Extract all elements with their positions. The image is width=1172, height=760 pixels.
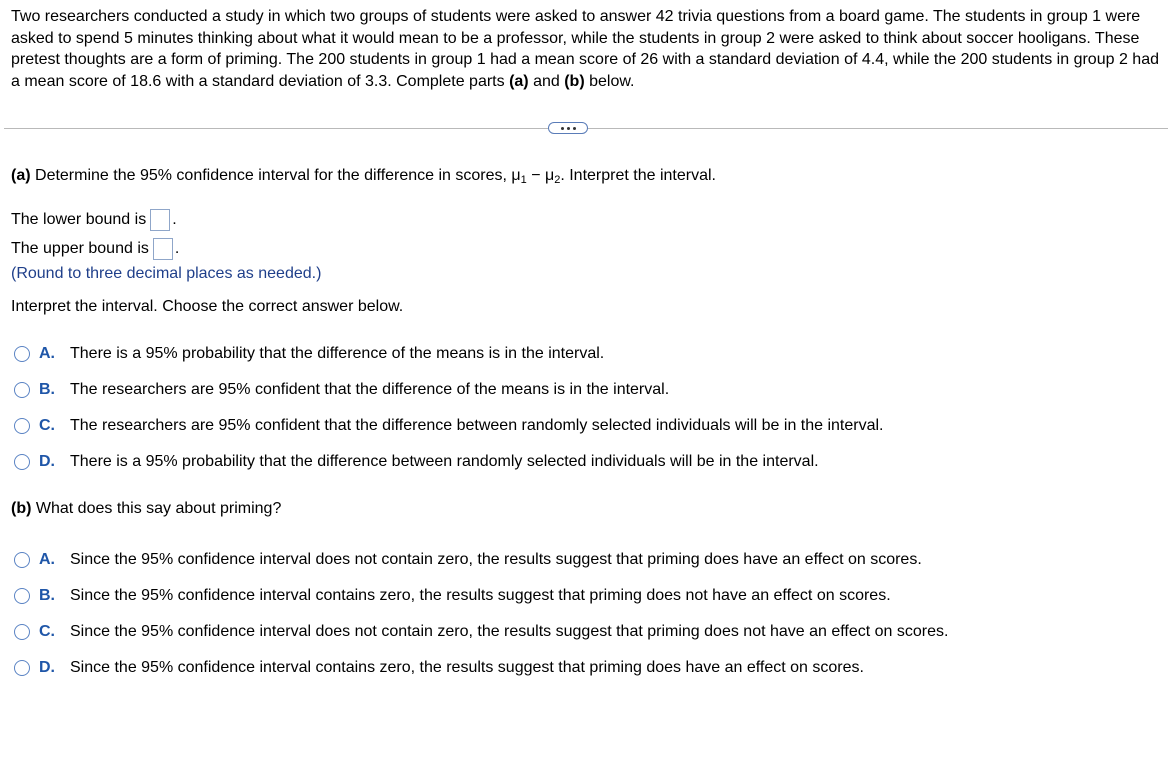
part-a-option-c[interactable]: C. The researchers are 95% confident that the difference between randomly selected individuals will be in the interval. [14,417,884,435]
problem-statement [11,6,1161,92]
lower-bound-input[interactable] [150,209,170,231]
part-b-option-c[interactable]: C. Since the 95% confidence interval does not contain zero, the results suggest that priming does not have an effect on scores. [14,623,948,641]
part-a-option-a[interactable]: A. There is a 95% probability that the difference of the means is in the interval. [14,345,604,363]
part-a-option-d[interactable]: D. There is a 95% probability that the difference between randomly selected individuals will be in the interval. [14,453,819,471]
radio-icon[interactable] [14,454,30,470]
radio-icon[interactable] [14,418,30,434]
below-text: below. [584,72,635,90]
problem-intro-text: Two researchers conducted a study in which two groups of students were asked to answer 42 trivia questions from a board game. The students in group 1 were asked to spend 5 minutes thinking about what it would mean to be a professor, while the students in group 2 were asked to think about soccer hooligans. These pretest thoughts are a form of priming. The 200 students in group 1 had a mean score of 26 with a standard deviation of 4.4, while the 200 students in group 2 had a mean score of 18.6 with a standard deviation of 3.3. Complete parts [11,8,1159,90]
part-b-option-b[interactable]: B. Since the 95% confidence interval contains zero, the results suggest that priming does not have an effect on scores. [14,587,891,605]
radio-icon[interactable] [14,660,30,676]
radio-icon[interactable] [14,588,30,604]
part-a-label: (a) [11,167,31,184]
part-a-reference: (a) [509,72,529,90]
mu1-symbol: $\mu_1$ [511,167,527,186]
upper-bound-row: The upper bound is . [11,238,179,260]
part-b-option-a[interactable]: A. Since the 95% confidence interval does not contain zero, the results suggest that priming does have an effect on scores. [14,551,922,569]
lower-bound-label: The lower bound is [11,211,147,228]
upper-bound-input[interactable] [153,238,173,260]
part-b-option-d[interactable]: D. Since the 95% confidence interval contains zero, the results suggest that priming does have an effect on scores. [14,659,864,677]
lower-bound-row: The lower bound is . [11,209,177,231]
part-a-option-b[interactable]: B. The researchers are 95% confident that the difference of the means is in the interval. [14,381,669,399]
ellipsis-icon [561,127,564,130]
part-b-question: (b) What does this say about priming? [11,500,282,517]
expand-more-button[interactable] [548,122,588,134]
part-b-label: (b) [11,500,32,517]
rounding-note: (Round to three decimal places as needed.) [11,265,322,282]
and-text: and [528,72,565,90]
upper-bound-label: The upper bound is [11,240,149,257]
radio-icon[interactable] [14,346,30,362]
radio-icon[interactable] [14,552,30,568]
mu2-symbol: $\mu_2$ [545,167,561,186]
part-b-reference: (b) [564,72,585,90]
radio-icon[interactable] [14,382,30,398]
radio-icon[interactable] [14,624,30,640]
interpret-prompt: Interpret the interval. Choose the correct answer below. [11,298,404,315]
part-a-question: (a) Determine the 95% confidence interval for the difference in scores, $\mu_1 - \mu_2$. Interpret the interval. [11,167,716,186]
